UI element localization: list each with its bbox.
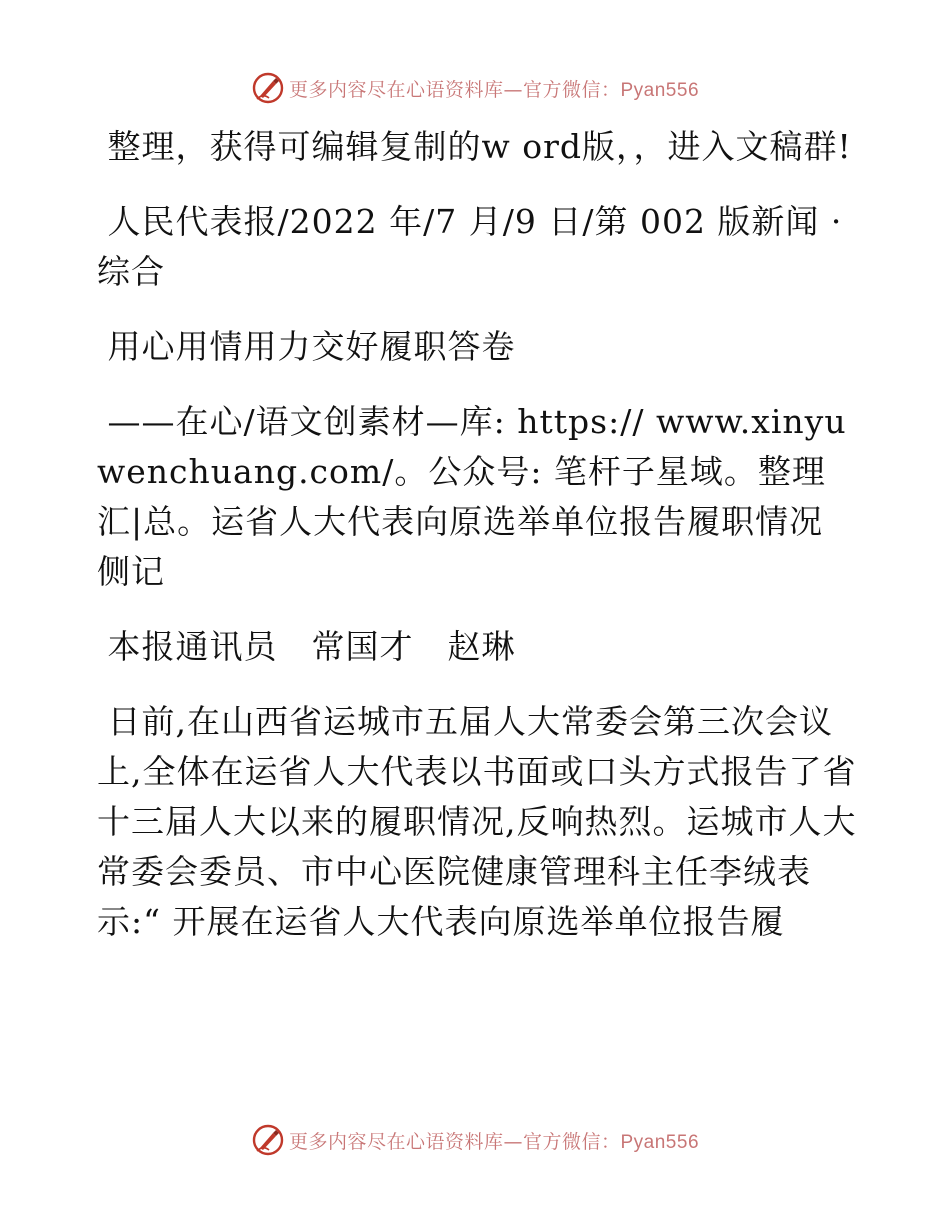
pen-logo-icon — [251, 1123, 285, 1157]
watermark-text: 更多内容尽在心语资料库—官方微信：Pyan556 — [288, 1130, 700, 1153]
watermark-text: 更多内容尽在心语资料库—官方微信：Pyan556 — [288, 78, 700, 101]
pen-logo-icon — [251, 71, 285, 105]
body-paragraph: 日前,在山西省运城市五届人大常委会第三次会议上,全体在运省人大代表以书面或口头方式报告了省十三届人大以来的履职情况,反响热烈。运城市人大常委会委员、市中心医院健康管理科主任李绒表示:“ 开展在运省人大代表向原选举单位报告履 — [97, 702, 857, 941]
byline: 本报通讯员 常国才 赵琳 — [107, 627, 516, 666]
article-title: 用心用情用力交好履职答卷 — [107, 327, 516, 366]
source-line: 人民代表报/2022 年/7 月/9 日/第 002 版新闻 · 综合 — [97, 202, 843, 291]
intro-paragraph: 整理，获得可编辑复制的w ord版，，进入文稿群! — [107, 127, 852, 166]
article-subtitle: ——在心/语文创素材—库: https:// www.xinyuwenchuang.com/。公众号: 笔杆子星域。整理汇|总。运省人大代表向原选举单位报告履职情况侧记 — [97, 402, 847, 591]
watermark-footer — [0, 1120, 950, 1160]
watermark-header — [0, 68, 950, 108]
document-content — [97, 122, 857, 972]
